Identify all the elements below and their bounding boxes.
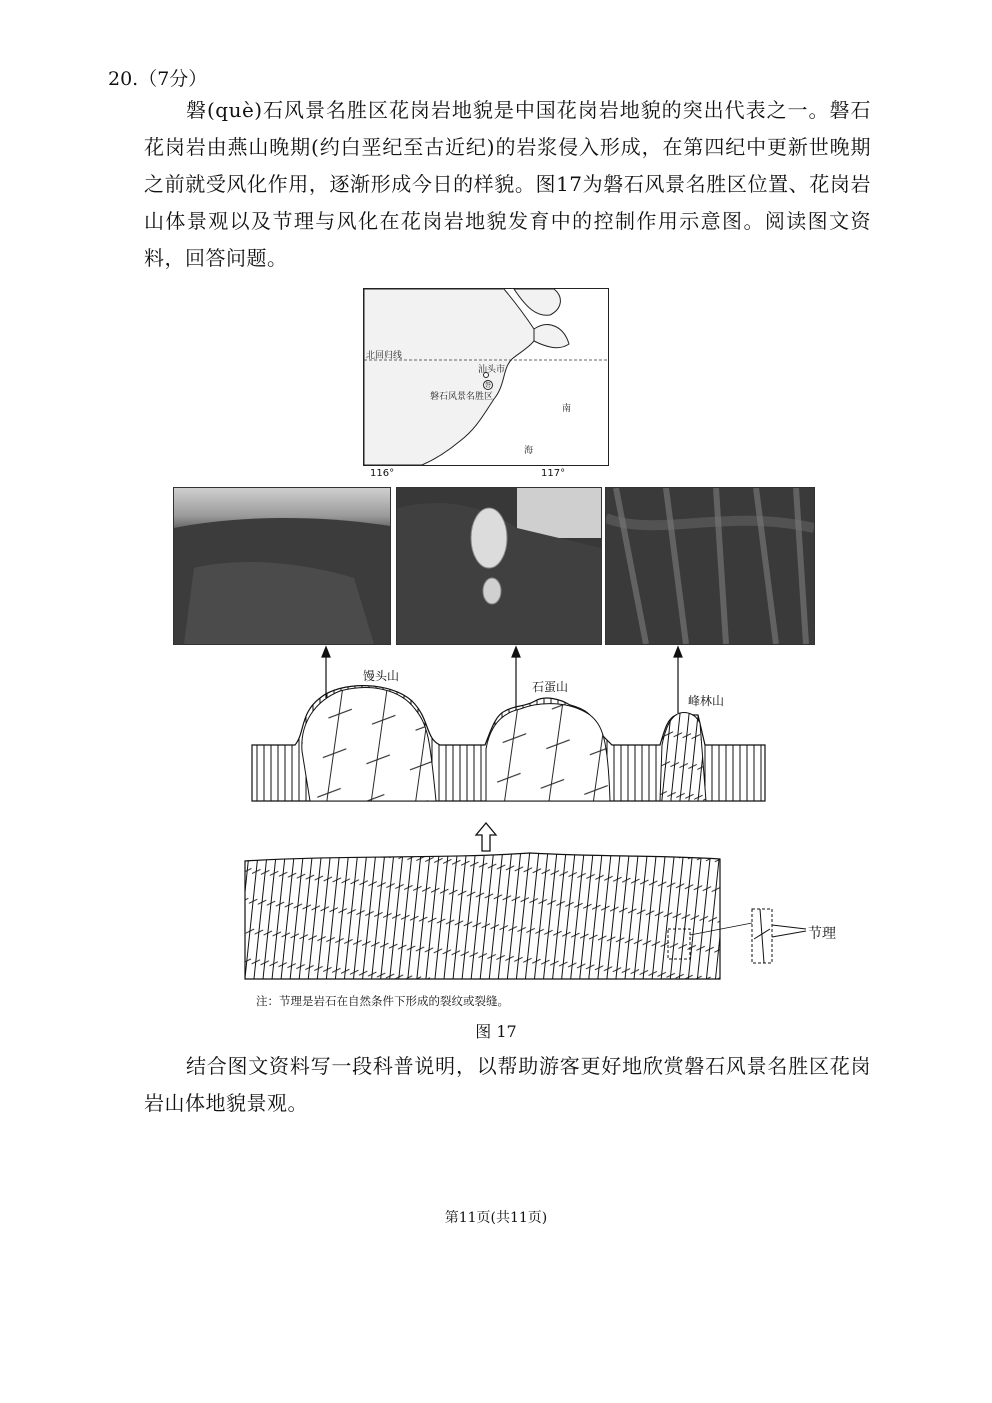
label-jieli: 节理 (808, 926, 836, 942)
label-mantou-mountain: 馒头山 (363, 669, 400, 683)
page-footer: 第11页(共11页) (444, 1210, 548, 1226)
label-shidan-mountain: 石蛋山 (532, 680, 569, 694)
tropic-label: 北回归线 (366, 351, 403, 361)
question-number: 20.（7分） (108, 68, 208, 90)
park-label: 磐石风景名胜区 (430, 392, 494, 402)
question-task: 结合图文资料写一段科普说明，以帮助游客更好地欣赏磐石风景名胜区花岗岩山体地貌景观。 (144, 1054, 871, 1115)
coastline-map-graphic (364, 289, 608, 465)
sea-label-sea: 海 (524, 446, 534, 456)
photo-shidan-mountain (396, 487, 602, 645)
photo-fenglin-mountain (605, 487, 815, 645)
park-symbol: 磐 (485, 382, 492, 389)
question-intro: 磐(què)石风景名胜区花岗岩地貌是中国花岗岩地貌的突出代表之一。磐石花岗岩由燕山晚期(约白垩纪至古近纪)的岩浆侵入形成，在第四纪中更新世晚期之前就受风化作用，逐渐形成今日的样貌。图17为磐石风景名胜区位置、花岗岩山体景观以及节理与风化在花岗岩地貌发育中的控制作用示意图。阅读图文资料，回答问题。 (144, 98, 871, 270)
longitude-right: 117° (541, 468, 566, 479)
figure-caption: 图 17 (475, 1022, 517, 1041)
transition-arrow (476, 823, 496, 851)
photo-mantou-mountain (173, 487, 391, 645)
figure-note: 注：节理是岩石在自然条件下形成的裂纹或裂缝。 (256, 994, 509, 1008)
label-fenglin-mountain: 峰林山 (688, 694, 725, 708)
longitude-left: 116° (370, 468, 395, 479)
city-label: 汕头市 (478, 365, 506, 375)
location-map (363, 288, 609, 466)
sea-label-south: 南 (562, 404, 572, 414)
